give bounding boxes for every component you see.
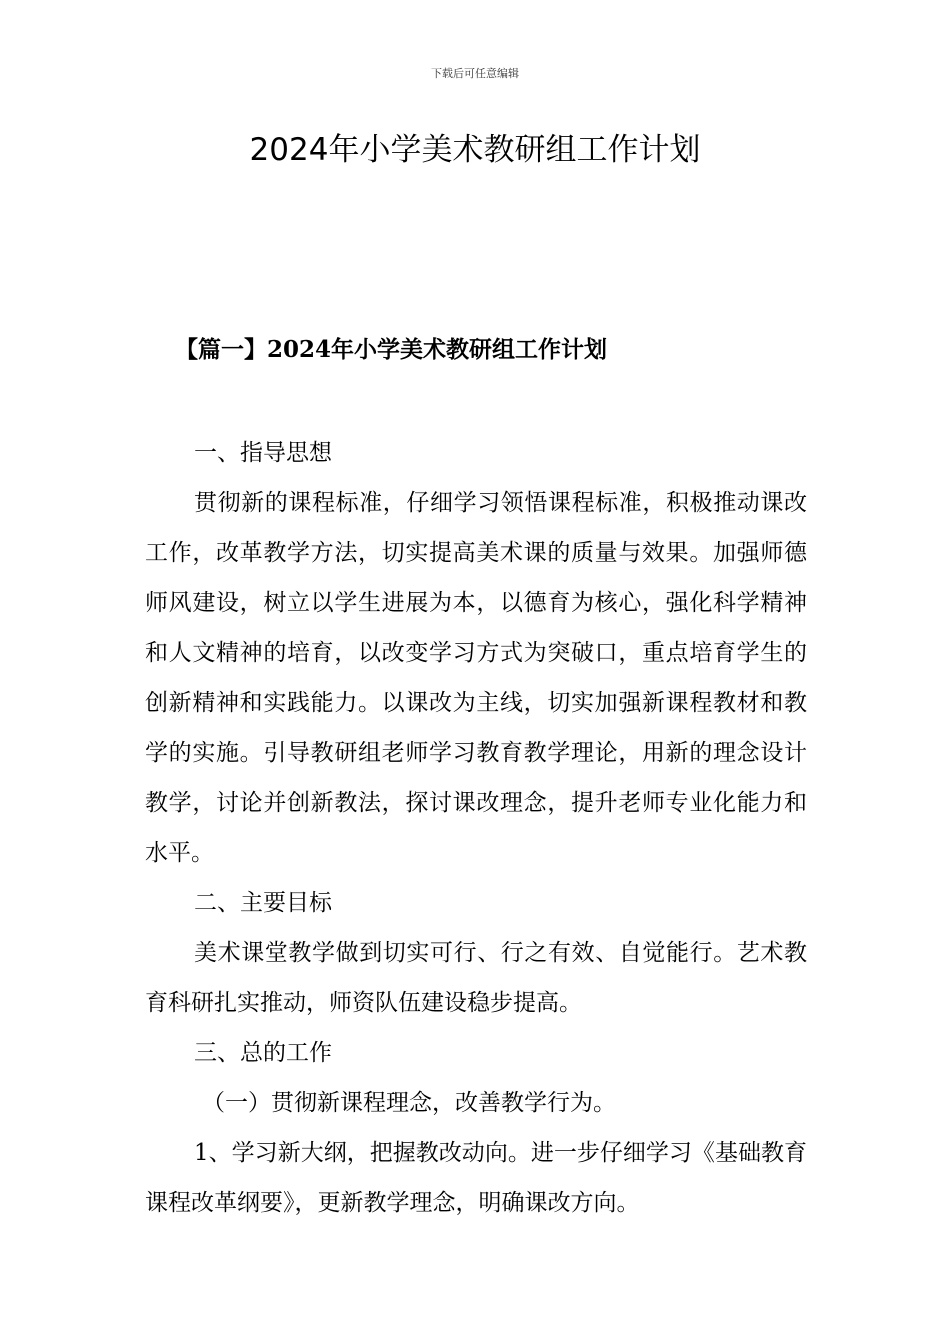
paragraph-guiding-ideology: 贯彻新的课程标准，仔细学习领悟课程标准，积极推动课改工作，改革教学方法，切实提高美术课的质量与效果。加强师德师风建设，树立以学生进展为本，以德育为核心，强化科学精神和人文精神的培育，以改变学习方式为突破口，重点培育学生的创新精神和实践能力。以课改为主线，切实加强新课程教材和教学的实施。引导教研组老师学习教育教学理论，用新的理念设计教学，讨论并创新教法，探讨课改理念，提升老师专业化能力和水平。 [145,490,807,866]
subheading-curriculum-concept: （一）贯彻新课程理念，改善教学行为。 [202,1090,616,1116]
heading-guiding-ideology: 一、指导思想 [194,440,332,466]
paragraph-main-goals: 美术课堂教学做到切实可行、行之有效、自觉能行。艺术教育科研扎实推动，师资队伍建设稳步提高。 [145,940,807,1016]
heading-overall-work: 三、总的工作 [194,1040,332,1066]
section-title: 【篇一】2024年小学美术教研组工作计划 [175,336,608,363]
paragraph-study-syllabus: 1、学习新大纲，把握教改动向。进一步仔细学习《基础教育课程改革纲要》，更新教学理念，明确课改方向。 [145,1140,807,1216]
heading-main-goals: 二、主要目标 [194,890,332,916]
document-title: 2024年小学美术教研组工作计划 [249,132,701,168]
document-body [145,428,807,1228]
page-header-note: 下载后可任意编辑 [431,67,519,80]
